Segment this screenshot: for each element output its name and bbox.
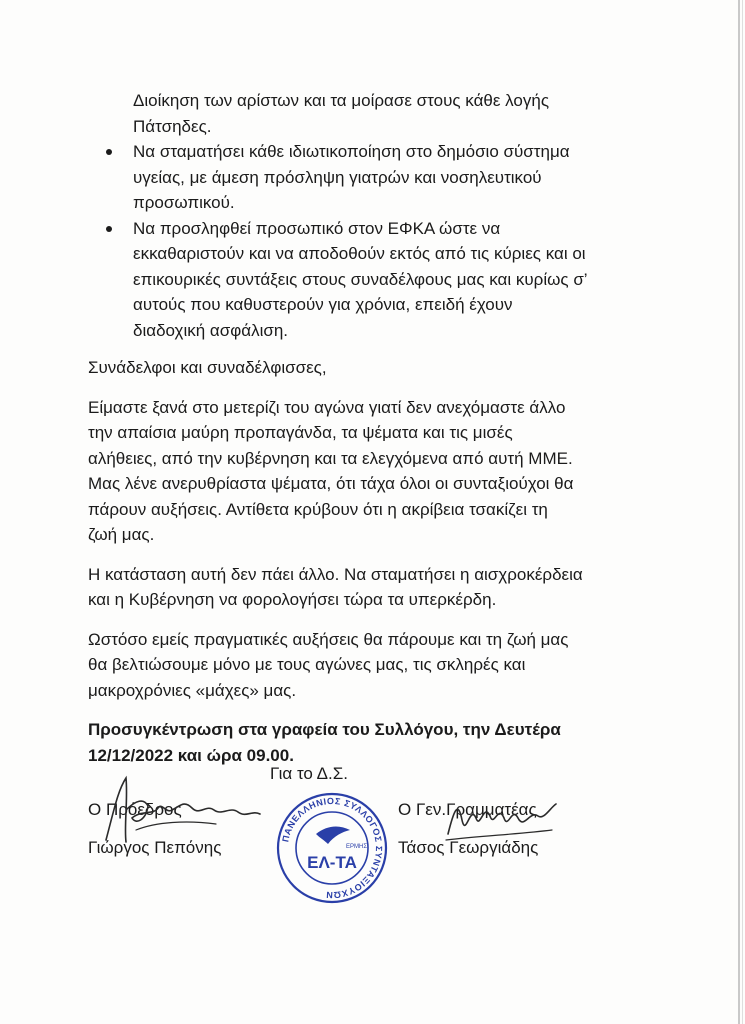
text-line: Μας λένε ανερυθρίαστα ψέματα, ότι τάχα όλοι οι συνταξιούχοι θα [88, 474, 574, 493]
secretary-title: Ο Γεν.Γραμματέας [398, 800, 537, 819]
text-line: Πάτσηδες. [133, 116, 212, 136]
stamp-ring-text: ΠΑΝΕΛΛΗΝΙΟΣ ΣΥΛΛΟΓΟΣ ΣΥΝΤΑΞΙΟΥΧΩΝ [280, 795, 385, 901]
text-line: θα βελτιώσουμε μόνο με τους αγώνες μας, τις σκληρές και [88, 655, 526, 674]
secretary-signature [440, 790, 560, 850]
president-signature [96, 770, 266, 850]
text-line: εκκαθαριστούν και να αποδοθούν εκτός από τις κύριες και οι [133, 244, 586, 263]
president-name: Γιώργος Πεπόνης [88, 838, 222, 857]
stamp-main-text: ΕΛ-ΤΑ [307, 853, 357, 872]
text-line: αυτούς που καθυστερούν για χρόνια, επειδή έχουν [133, 295, 513, 314]
text-line: μακροχρόνιες «μάχες» μας. [88, 680, 297, 700]
text-line: Προσυγκέντρωση στα γραφεία του Συλλόγου, την Δευτέρα [88, 720, 561, 739]
text-line: Διοίκηση των αρίστων και τα μοίρασε στους κάθε λογής [133, 91, 550, 110]
text-line: Ωστόσο εμείς πραγματικές αυξήσεις θα πάρουμε και τη ζωή μας [88, 629, 569, 649]
text-line: την απαίσια μαύρη προπαγάνδα, τα ψέματα και τις μισές [88, 423, 513, 442]
text-line: Να προσληφθεί προσωπικό στον ΕΦΚΑ ώστε να [133, 218, 501, 238]
text-line: Συνάδελφοι και συναδέλφισσες, [88, 358, 327, 377]
text-line: 12/12/2022 και ώρα 09.00. [88, 745, 294, 765]
stamp-small-text: ΕΡΜΗΣ [346, 844, 368, 850]
text-line: διαδοχική ασφάλιση. [133, 320, 289, 340]
text-line: αλήθειες, από την κυβέρνηση και τα ελεγχόμενα από αυτή ΜΜΕ. [88, 448, 573, 468]
text-line: προσωπικού. [133, 193, 235, 212]
secretary-name: Τάσος Γεωργιάδης [398, 838, 539, 857]
text-line: και η Κυβέρνηση να φορολογήσει τώρα τα υπερκέρδη. [88, 590, 497, 609]
president-title: Ο Πρόεδρος [88, 800, 182, 819]
text-line: ζωή μας. [88, 525, 155, 544]
text-line: Είμαστε ξανά στο μετερίζι του αγώνα γιατί δεν ανεχόμαστε άλλο [88, 397, 566, 417]
union-stamp-icon [272, 788, 392, 908]
text-line: Να σταματήσει κάθε ιδιωτικοποίηση στο δημόσιο σύστημα [133, 142, 570, 161]
text-line: επικουρικές συντάξεις στους συναδέλφους μας και κυρίως σ’ [133, 269, 588, 289]
text-line: Η κατάσταση αυτή δεν πάει άλλο. Να σταματήσει η αισχροκέρδεια [88, 564, 583, 584]
for-board-label: Για το Δ.Σ. [270, 764, 348, 783]
text-line: πάρουν αυξήσεις. Αντίθετα κρύβουν ότι η ακρίβεια τσακίζει τη [88, 499, 548, 519]
text-line: υγείας, με άμεση πρόσληψη γιατρών και νοσηλευτικού [133, 167, 542, 187]
